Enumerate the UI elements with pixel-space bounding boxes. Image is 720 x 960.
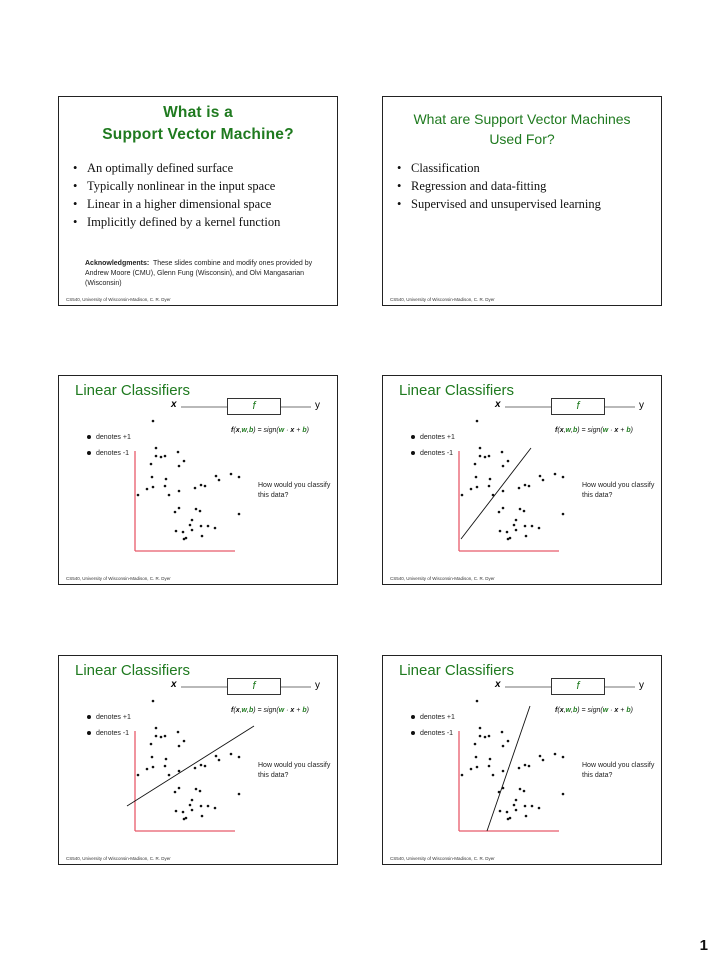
input-x-label: x — [495, 679, 501, 690]
data-point — [200, 484, 203, 487]
data-point — [562, 476, 565, 479]
data-point — [524, 764, 527, 767]
plus-dot-icon — [411, 435, 415, 439]
data-point — [182, 811, 185, 814]
data-point — [137, 774, 140, 777]
data-point — [562, 513, 565, 516]
data-point — [194, 487, 197, 490]
slide-footer: CS540, University of Wisconsin-Madison, C. R. Dyer — [66, 576, 171, 581]
ack-label: Acknowledgments: — [85, 260, 150, 267]
data-point — [175, 530, 178, 533]
page-number: 1 — [699, 937, 708, 954]
plus-dot-icon — [87, 435, 91, 439]
data-point — [164, 485, 167, 488]
data-point — [519, 788, 522, 791]
data-point — [199, 790, 202, 793]
bullet-item: • Linear in a higher dimensional space — [73, 195, 280, 213]
title-line-1: What are Support Vector Machines — [413, 111, 631, 127]
data-point — [150, 743, 153, 746]
data-point — [183, 460, 186, 463]
data-point — [160, 456, 163, 459]
slide-title — [383, 109, 661, 149]
slide-footer: CS540, University of Wisconsin-Madison, C. R. Dyer — [390, 576, 495, 581]
data-point — [461, 494, 464, 497]
slide-title: Linear Classifiers — [75, 662, 191, 679]
bullet-list — [73, 159, 280, 231]
data-point — [183, 538, 186, 541]
bullet-item: • Regression and data-fitting — [397, 177, 601, 195]
slide-linear-classifiers-3 — [58, 655, 338, 865]
classifier-f-box: f — [227, 678, 281, 695]
data-point — [479, 447, 482, 450]
title-line-2: Used For? — [489, 131, 555, 147]
slide-title: Linear Classifiers — [399, 662, 515, 679]
output-y-label: y — [639, 680, 644, 691]
data-point — [507, 538, 510, 541]
data-point — [507, 740, 510, 743]
data-point — [501, 451, 504, 454]
title-line-1: What is a — [163, 104, 233, 121]
data-point — [538, 807, 541, 810]
data-point — [531, 525, 534, 528]
output-y-label: y — [639, 400, 644, 411]
input-x-label: x — [171, 399, 177, 410]
data-point — [470, 768, 473, 771]
separator-line — [461, 448, 531, 539]
data-point — [177, 731, 180, 734]
legend-plus: denotes +1 — [411, 434, 455, 441]
data-point — [168, 774, 171, 777]
legend-plus: denotes +1 — [87, 714, 131, 721]
data-point — [201, 815, 204, 818]
legend-minus: denotes -1 — [87, 450, 129, 457]
data-point — [479, 735, 482, 738]
data-point — [515, 809, 518, 812]
data-point — [506, 531, 509, 534]
slide-footer: CS540, University of Wisconsin-Madison, C. R. Dyer — [66, 297, 171, 302]
data-point — [502, 490, 505, 493]
data-point — [475, 756, 478, 759]
bullet-item: • Typically nonlinear in the input space — [73, 177, 280, 195]
legend-plus: denotes +1 — [411, 714, 455, 721]
data-point — [524, 484, 527, 487]
data-point — [160, 736, 163, 739]
data-point — [538, 527, 541, 530]
slide-title — [59, 102, 337, 146]
question-text: How would you classify this data? — [258, 762, 331, 779]
data-point — [542, 479, 545, 482]
data-point — [492, 774, 495, 777]
classifier-f-box: f — [551, 678, 605, 695]
data-point — [183, 818, 186, 821]
data-point — [474, 743, 477, 746]
data-point — [191, 529, 194, 532]
data-point — [238, 476, 241, 479]
data-point — [152, 766, 155, 769]
data-point — [531, 805, 534, 808]
data-point — [528, 485, 531, 488]
data-point — [515, 529, 518, 532]
data-point — [204, 765, 207, 768]
data-point — [470, 488, 473, 491]
data-point — [182, 531, 185, 534]
data-point — [191, 799, 194, 802]
data-point — [515, 799, 518, 802]
data-point — [475, 476, 478, 479]
data-point — [230, 473, 233, 476]
data-point — [200, 764, 203, 767]
bullet-list — [397, 159, 601, 213]
data-point — [488, 765, 491, 768]
plus-dot-icon — [411, 715, 415, 719]
slide-title: Linear Classifiers — [75, 382, 191, 399]
bullet-item: • Classification — [397, 159, 601, 177]
data-point — [178, 787, 181, 790]
data-point — [502, 465, 505, 468]
data-point — [200, 805, 203, 808]
question-text: How would you classify this data? — [258, 482, 331, 499]
data-point — [499, 530, 502, 533]
data-point — [461, 774, 464, 777]
data-point — [238, 513, 241, 516]
data-point — [174, 791, 177, 794]
data-point — [238, 756, 241, 759]
data-point — [164, 455, 167, 458]
slide-linear-classifiers-2 — [382, 375, 662, 585]
io-diagram — [59, 656, 337, 864]
data-point — [174, 511, 177, 514]
data-point — [474, 463, 477, 466]
ack-text: These slides combine and modify ones provided by Andrew Moore (CMU), Glenn Fung (Wisconsin), and Olvi Mangasarian (Wisconsin) — [85, 260, 313, 287]
data-point — [189, 804, 192, 807]
data-point — [476, 420, 479, 423]
data-point — [152, 420, 155, 423]
data-point — [178, 507, 181, 510]
scatter-points — [461, 700, 565, 821]
data-point — [195, 788, 198, 791]
data-point — [502, 507, 505, 510]
input-x-label: x — [171, 679, 177, 690]
data-point — [201, 535, 204, 538]
data-point — [191, 809, 194, 812]
data-point — [528, 765, 531, 768]
bullet-item: • Supervised and unsupervised learning — [397, 195, 601, 213]
data-point — [204, 485, 207, 488]
data-point — [507, 818, 510, 821]
data-point — [488, 485, 491, 488]
data-point — [525, 535, 528, 538]
slide-footer: CS540, University of Wisconsin-Madison, C. R. Dyer — [390, 297, 495, 302]
data-point — [230, 753, 233, 756]
data-point — [499, 810, 502, 813]
bullet-item: • Implicitly defined by a kernel function — [73, 213, 280, 231]
bullet-item: • An optimally defined surface — [73, 159, 280, 177]
slide-footer: CS540, University of Wisconsin-Madison, C. R. Dyer — [390, 856, 495, 861]
data-point — [476, 766, 479, 769]
legend-plus: denotes +1 — [87, 434, 131, 441]
data-point — [164, 765, 167, 768]
data-point — [523, 510, 526, 513]
scatter-points — [461, 420, 565, 541]
data-point — [146, 768, 149, 771]
acknowledgments — [85, 259, 325, 289]
data-point — [502, 770, 505, 773]
data-point — [519, 508, 522, 511]
data-point — [479, 727, 482, 730]
data-point — [506, 811, 509, 814]
data-point — [178, 490, 181, 493]
title-line-2: Support Vector Machine? — [102, 126, 294, 143]
io-diagram — [383, 376, 661, 584]
data-point — [215, 475, 218, 478]
data-point — [151, 476, 154, 479]
data-point — [207, 525, 210, 528]
data-point — [155, 447, 158, 450]
data-point — [152, 700, 155, 703]
data-point — [523, 790, 526, 793]
data-point — [539, 755, 542, 758]
data-point — [502, 745, 505, 748]
legend-minus: denotes -1 — [411, 450, 453, 457]
data-point — [164, 735, 167, 738]
data-point — [554, 753, 557, 756]
data-point — [489, 758, 492, 761]
slide-linear-classifiers-4 — [382, 655, 662, 865]
data-point — [515, 519, 518, 522]
data-point — [476, 700, 479, 703]
data-point — [155, 727, 158, 730]
io-diagram — [383, 656, 661, 864]
data-point — [195, 508, 198, 511]
data-point — [200, 525, 203, 528]
data-point — [151, 756, 154, 759]
data-point — [178, 465, 181, 468]
data-point — [165, 758, 168, 761]
classifier-f-box: f — [551, 398, 605, 415]
data-point — [214, 527, 217, 530]
data-point — [177, 451, 180, 454]
slide-footer: CS540, University of Wisconsin-Madison, C. R. Dyer — [66, 856, 171, 861]
data-point — [513, 524, 516, 527]
classifier-formula: f(x,w,b) = sign(w · x + b) — [231, 427, 309, 434]
data-point — [489, 478, 492, 481]
data-point — [238, 793, 241, 796]
data-point — [476, 486, 479, 489]
data-point — [525, 815, 528, 818]
question-text: How would you classify this data? — [582, 762, 655, 779]
data-point — [484, 736, 487, 739]
slide-what-is-svm — [58, 96, 338, 306]
data-point — [488, 735, 491, 738]
data-point — [215, 755, 218, 758]
data-point — [488, 455, 491, 458]
data-point — [518, 767, 521, 770]
data-point — [194, 767, 197, 770]
data-point — [218, 759, 221, 762]
data-point — [507, 460, 510, 463]
data-point — [562, 756, 565, 759]
data-point — [183, 740, 186, 743]
data-point — [518, 487, 521, 490]
data-point — [165, 478, 168, 481]
data-point — [207, 805, 210, 808]
data-point — [539, 475, 542, 478]
slide-svm-uses — [382, 96, 662, 306]
legend-minus: denotes -1 — [87, 730, 129, 737]
slide-linear-classifiers-1 — [58, 375, 338, 585]
legend-minus: denotes -1 — [411, 730, 453, 737]
classifier-formula: f(x,w,b) = sign(w · x + b) — [555, 427, 633, 434]
data-point — [146, 488, 149, 491]
data-point — [152, 486, 155, 489]
data-point — [501, 731, 504, 734]
data-point — [554, 473, 557, 476]
data-point — [168, 494, 171, 497]
data-point — [498, 511, 501, 514]
data-point — [218, 479, 221, 482]
slide-title: Linear Classifiers — [399, 382, 515, 399]
data-point — [479, 455, 482, 458]
data-point — [155, 455, 158, 458]
scatter-points — [137, 700, 241, 821]
data-point — [178, 770, 181, 773]
data-point — [137, 494, 140, 497]
data-point — [524, 805, 527, 808]
data-point — [562, 793, 565, 796]
data-point — [191, 519, 194, 522]
plus-dot-icon — [87, 715, 91, 719]
minus-dot-icon — [87, 731, 91, 735]
data-point — [155, 735, 158, 738]
minus-dot-icon — [411, 731, 415, 735]
io-diagram — [59, 376, 337, 584]
data-point — [199, 510, 202, 513]
output-y-label: y — [315, 400, 320, 411]
separator-line — [127, 726, 254, 806]
data-point — [189, 524, 192, 527]
data-point — [513, 804, 516, 807]
question-text: How would you classify this data? — [582, 482, 655, 499]
data-point — [214, 807, 217, 810]
data-point — [542, 759, 545, 762]
scatter-points — [137, 420, 241, 541]
data-point — [484, 456, 487, 459]
data-point — [175, 810, 178, 813]
separator-line — [487, 706, 530, 831]
classifier-formula: f(x,w,b) = sign(w · x + b) — [555, 707, 633, 714]
minus-dot-icon — [411, 451, 415, 455]
data-point — [178, 745, 181, 748]
output-y-label: y — [315, 680, 320, 691]
classifier-formula: f(x,w,b) = sign(w · x + b) — [231, 707, 309, 714]
data-point — [150, 463, 153, 466]
input-x-label: x — [495, 399, 501, 410]
minus-dot-icon — [87, 451, 91, 455]
classifier-f-box: f — [227, 398, 281, 415]
data-point — [524, 525, 527, 528]
